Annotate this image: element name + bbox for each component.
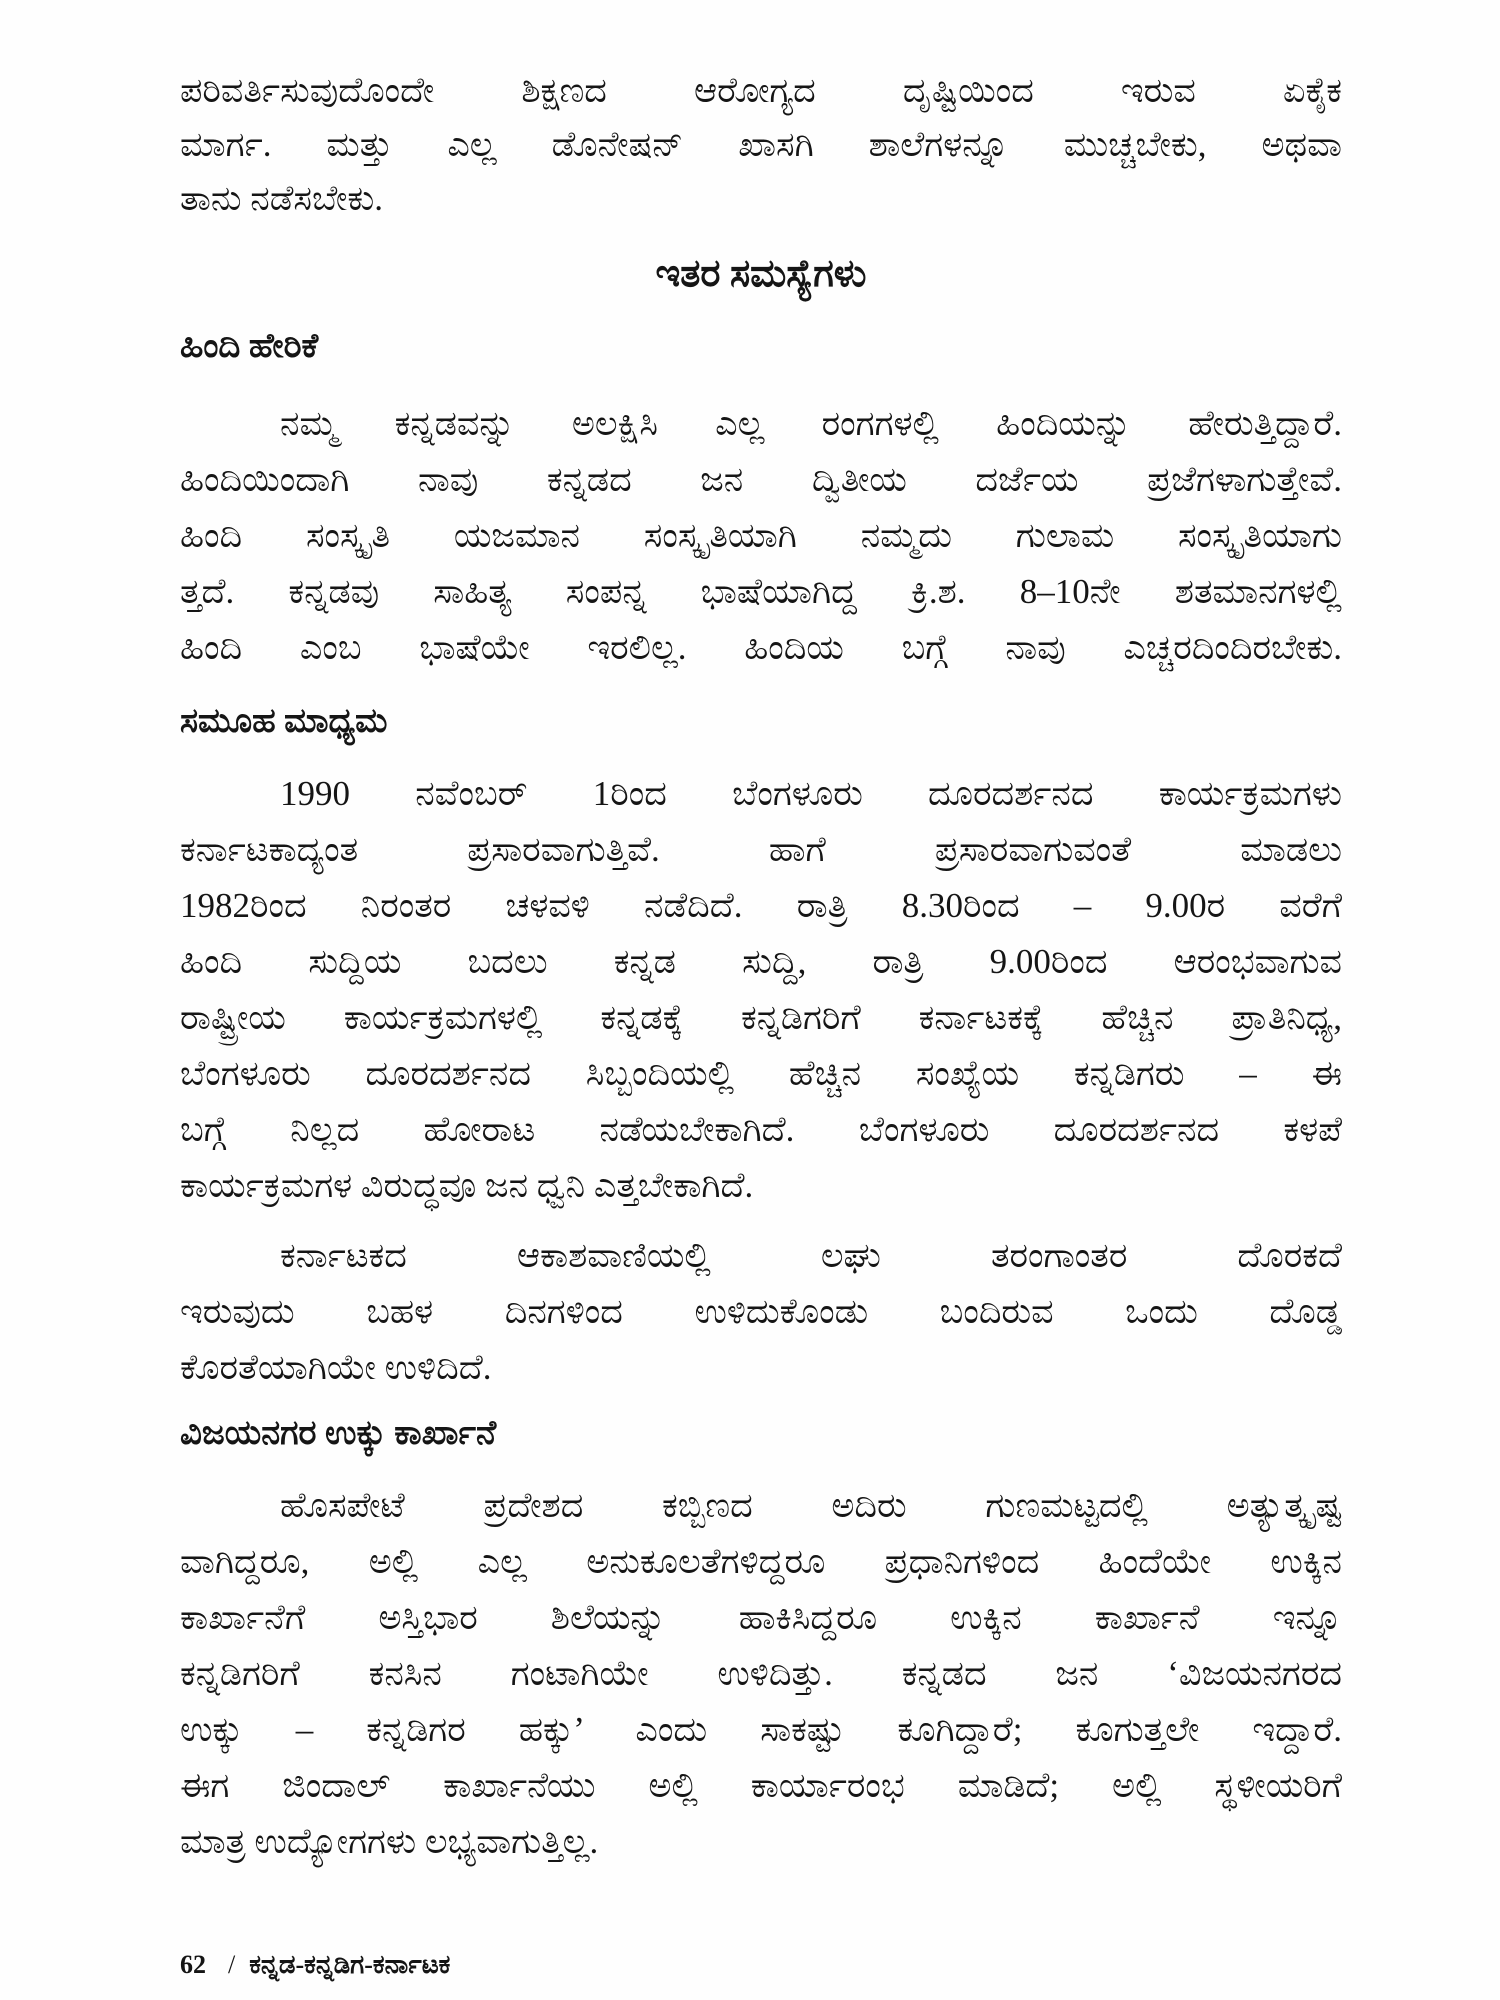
paragraph [180, 396, 1342, 676]
book-title: ಕನ್ನಡ-ಕನ್ನಡಿಗ-ಕರ್ನಾಟಕ [249, 1950, 451, 1979]
paragraph-line: ತಾನು ನಡೆಸಬೇಕು. [180, 179, 384, 218]
paragraph-line: ಕರ್ನಾಟಕದ ಆಕಾಶವಾಣಿಯಲ್ಲಿ ಲಘು ತರಂಗಾಂತರ ದೊರಕದೆ [280, 1236, 1342, 1275]
paragraph-line: ಹಿಂದಿ ಸಂಸ್ಕೃತಿ ಯಜಮಾನ ಸಂಸ್ಕೃತಿಯಾಗಿ ನಮ್ಮದು ಗುಲಾಮ ಸಂಸ್ಕೃತಿಯಾಗು [180, 516, 1342, 555]
paragraph [180, 1228, 1342, 1396]
page-body [180, 64, 1342, 1870]
paragraph-line: ಮಾರ್ಗ. ಮತ್ತು ಎಲ್ಲ ಡೊನೇಷನ್ ಖಾಸಗಿ ಶಾಲೆಗಳನ್ನೂ ಮುಚ್ಚಬೇಕು, ಅಥವಾ [180, 125, 1342, 164]
paragraph-line: ಕೊರತೆಯಾಗಿಯೇ ಉಳಿದಿದೆ. [180, 1348, 492, 1387]
paragraph-line: ಕಾರ್ಖಾನೆಗೆ ಅಸ್ತಿಭಾರ ಶಿಲೆಯನ್ನು ಹಾಕಿಸಿದ್ದರೂ ಉಕ್ಕಿನ ಕಾರ್ಖಾನೆ ಇನ್ನೂ [180, 1598, 1342, 1637]
subsection-heading: ಹಿಂದಿ ಹೇರಿಕೆ [180, 328, 319, 365]
paragraph-line: ಬಗ್ಗೆ ನಿಲ್ಲದ ಹೋರಾಟ ನಡೆಯಬೇಕಾಗಿದೆ. ಬೆಂಗಳೂರು ದೂರದರ್ಶನದ ಕಳಪೆ [180, 1110, 1342, 1149]
paragraph-line: ರಾಷ್ಟ್ರೀಯ ಕಾರ್ಯಕ್ರಮಗಳಲ್ಲಿ ಕನ್ನಡಕ್ಕೆ ಕನ್ನಡಿಗರಿಗೆ ಕರ್ನಾಟಕಕ್ಕೆ ಹೆಚ್ಚಿನ ಪ್ರಾತಿನಿಧ್ಯ, [180, 998, 1342, 1037]
subsection-heading: ವಿಜಯನಗರ ಉಕ್ಕು ಕಾರ್ಖಾನೆ [180, 1415, 497, 1452]
paragraph-line: ಇರುವುದು ಬಹಳ ದಿನಗಳಿಂದ ಉಳಿದುಕೊಂಡು ಬಂದಿರುವ ಒಂದು ದೊಡ್ಡ [180, 1292, 1342, 1331]
paragraph [180, 1478, 1342, 1870]
paragraph-line: ಈಗ ಜಿಂದಾಲ್ ಕಾರ್ಖಾನೆಯು ಅಲ್ಲಿ ಕಾರ್ಯಾರಂಭ ಮಾಡಿದೆ; ಅಲ್ಲಿ ಸ್ಥಳೀಯರಿಗೆ [180, 1766, 1342, 1805]
page-footer [180, 1945, 450, 1985]
section-title: ಇತರ ಸಮಸ್ಯೆಗಳು [655, 253, 867, 295]
page-number: 62 [180, 1950, 206, 1979]
subsection-heading: ಸಮೂಹ ಮಾಧ್ಯಮ [180, 703, 388, 740]
paragraph-line: 1982ರಿಂದ ನಿರಂತರ ಚಳವಳಿ ನಡೆದಿದೆ. ರಾತ್ರಿ 8.30ರಿಂದ – 9.00ರ ವರೆಗೆ [180, 886, 1342, 925]
paragraph-line: ಉಕ್ಕು – ಕನ್ನಡಿಗರ ಹಕ್ಕು’ ಎಂದು ಸಾಕಷ್ಟು ಕೂಗಿದ್ದಾರೆ; ಕೂಗುತ್ತಲೇ ಇದ್ದಾರೆ. [180, 1710, 1342, 1749]
paragraph-line: ನಮ್ಮ ಕನ್ನಡವನ್ನು ಅಲಕ್ಷಿಸಿ ಎಲ್ಲ ರಂಗಗಳಲ್ಲಿ ಹಿಂದಿಯನ್ನು ಹೇರುತ್ತಿದ್ದಾರೆ. [280, 404, 1342, 443]
paragraph-line: ತ್ತದೆ. ಕನ್ನಡವು ಸಾಹಿತ್ಯ ಸಂಪನ್ನ ಭಾಷೆಯಾಗಿದ್ದ ಕ್ರಿ.ಶ. 8–10ನೇ ಶತಮಾನಗಳಲ್ಲಿ [180, 572, 1342, 611]
footer-separator: / [228, 1950, 236, 1979]
paragraph-line: ಹಿಂದಿ ಸುದ್ದಿಯ ಬದಲು ಕನ್ನಡ ಸುದ್ದಿ, ರಾತ್ರಿ 9.00ರಿಂದ ಆರಂಭವಾಗುವ [180, 942, 1342, 981]
paragraph-line: ಪರಿವರ್ತಿಸುವುದೊಂದೇ ಶಿಕ್ಷಣದ ಆರೋಗ್ಯದ ದೃಷ್ಟಿಯಿಂದ ಇರುವ ಏಕೈಕ [180, 71, 1342, 110]
paragraph-line: ಬೆಂಗಳೂರು ದೂರದರ್ಶನದ ಸಿಬ್ಬಂದಿಯಲ್ಲಿ ಹೆಚ್ಚಿನ ಸಂಖ್ಯೆಯ ಕನ್ನಡಿಗರು – ಈ [180, 1054, 1342, 1093]
paragraph-line: ಹಿಂದಿ ಎಂಬ ಭಾಷೆಯೇ ಇರಲಿಲ್ಲ. ಹಿಂದಿಯ ಬಗ್ಗೆ ನಾವು ಎಚ್ಚರದಿಂದಿರಬೇಕು. [180, 628, 1342, 667]
paragraph-line: ಕನ್ನಡಿಗರಿಗೆ ಕನಸಿನ ಗಂಟಾಗಿಯೇ ಉಳಿದಿತ್ತು. ಕನ್ನಡದ ಜನ ‘ವಿಜಯನಗರದ [180, 1654, 1342, 1693]
paragraph-line: ಮಾತ್ರ ಉದ್ಯೋಗಗಳು ಲಭ್ಯವಾಗುತ್ತಿಲ್ಲ. [180, 1822, 599, 1861]
paragraph-line: ವಾಗಿದ್ದರೂ, ಅಲ್ಲಿ ಎಲ್ಲ ಅನುಕೂಲತೆಗಳಿದ್ದರೂ ಪ್ರಧಾನಿಗಳಿಂದ ಹಿಂದೆಯೇ ಉಕ್ಕಿನ [180, 1542, 1342, 1581]
paragraph-line: 1990 ನವೆಂಬರ್ 1ರಿಂದ ಬೆಂಗಳೂರು ದೂರದರ್ಶನದ ಕಾರ್ಯಕ್ರಮಗಳು [280, 774, 1342, 813]
intro-paragraph [180, 64, 1342, 226]
paragraph-line: ಹೊಸಪೇಟೆ ಪ್ರದೇಶದ ಕಬ್ಬಿಣದ ಅದಿರು ಗುಣಮಟ್ಟದಲ್ಲಿ ಅತ್ಯುತ್ಕೃಷ್ಟ [280, 1486, 1342, 1525]
paragraph-line: ಹಿಂದಿಯಿಂದಾಗಿ ನಾವು ಕನ್ನಡದ ಜನ ದ್ವಿತೀಯ ದರ್ಜೆಯ ಪ್ರಜೆಗಳಾಗುತ್ತೇವೆ. [180, 460, 1342, 499]
paragraph-line: ಕರ್ನಾಟಕಾದ್ಯಂತ ಪ್ರಸಾರವಾಗುತ್ತಿವೆ. ಹಾಗೆ ಪ್ರಸಾರವಾಗುವಂತೆ ಮಾಡಲು [180, 830, 1342, 869]
paragraph [180, 766, 1342, 1214]
paragraph-line: ಕಾರ್ಯಕ್ರಮಗಳ ವಿರುದ್ಧವೂ ಜನ ಧ್ವನಿ ಎತ್ತಬೇಕಾಗಿದೆ. [180, 1166, 754, 1205]
